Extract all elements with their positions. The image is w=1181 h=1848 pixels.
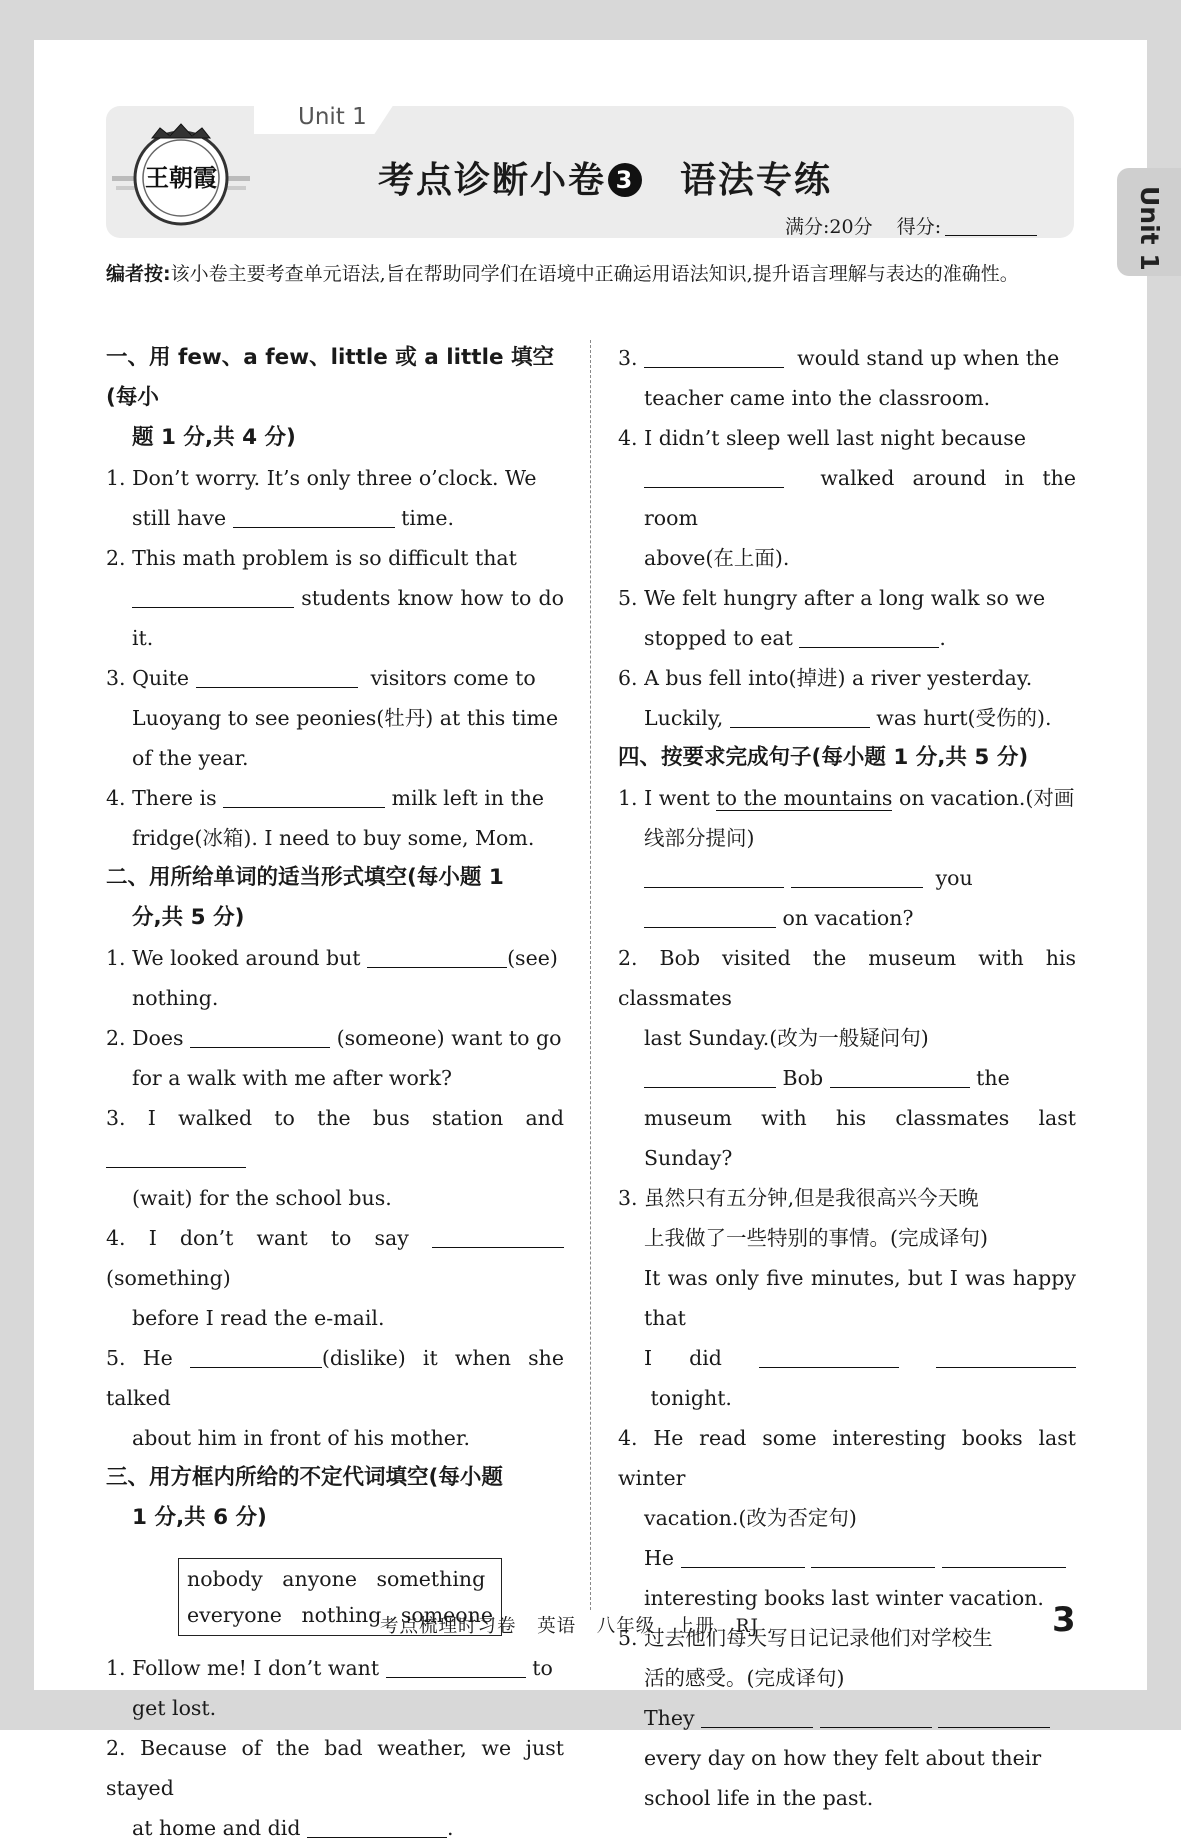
s3-question-3: 3. would stand up when the teacher came into the classroom. [618,346,1060,410]
answer-blank[interactable] [701,1705,813,1728]
answer-blank[interactable] [644,1065,776,1088]
s2-question-5: 5. He (dislike) it when she talked about him in front of his mother. [106,1346,564,1450]
title-main: 考点诊断小卷 [378,160,607,201]
side-unit-tab-label: Unit 1 [1135,186,1164,271]
s2-question-4: 4. I don’t want to say (something) before I read the e-mail. [106,1218,564,1338]
publisher-logo [112,116,250,234]
score-line [785,212,1037,239]
s3-question-5: 5. We felt hungry after a long walk so we stopped to eat . [618,586,1046,650]
page-frame-left [0,0,34,1730]
s4-question-1: 1. I went to the mountains on vacation.(对画 线部分提问) you on vacation? [618,786,1075,930]
right-column [618,338,1076,1818]
answer-blank[interactable] [190,1025,330,1048]
title-subtitle: 语法专练 [680,160,833,201]
score-blank[interactable] [945,213,1037,236]
answer-blank[interactable] [681,1545,805,1568]
page-title [378,152,832,203]
answer-blank[interactable] [938,1705,1050,1728]
editor-note-label: 编者按: [106,263,171,285]
score-label: 得分: [896,216,942,238]
editor-note [106,258,1076,290]
answer-blank[interactable] [936,1345,1076,1368]
answer-blank[interactable] [730,705,870,728]
section-2-title: 二、用所给单词的适当形式填空(每小题 1 分,共 5 分) [106,865,504,930]
s1-question-2: 2. This math problem is so difficult that students know how to do it. [106,546,564,650]
s3-question-6: 6. A bus fell into(掉进) a river yesterday. Luckily, was hurt(受伤的). [618,666,1052,730]
answer-blank[interactable] [106,1145,246,1168]
answer-blank[interactable] [644,865,784,888]
s1-question-3: 3. Quite visitors come to Luoyang to see peonies(牡丹) at this time of the year. [106,666,559,770]
s4-question-3: 3. 虽然只有五分钟,但是我很高兴今天晚 上我做了一些特别的事情。(完成译句) It was only five minutes, but I was happy that I did tonight. [618,1186,1076,1410]
answer-blank[interactable] [196,665,358,688]
answer-blank[interactable] [811,1545,935,1568]
answer-blank[interactable] [799,625,939,648]
s3-question-1: 1. Follow me! I don’t want to get lost. [106,1656,553,1720]
answer-blank[interactable] [223,785,385,808]
unit-label: Unit 1 [298,104,367,130]
page-number: 3 [1052,1600,1076,1640]
s2-question-2: 2. Does (someone) want to go for a walk with me after work? [106,1026,562,1090]
page-frame-top [0,0,1181,40]
s1-question-4: 4. There is milk left in the fridge(冰箱). I need to buy some, Mom. [106,786,545,850]
answer-blank[interactable] [644,905,776,928]
answer-blank[interactable] [644,345,784,368]
underlined-phrase: to the mountains [716,786,893,810]
side-unit-tab [1117,168,1181,276]
answer-blank[interactable] [644,465,784,488]
svg-text:王朝霞: 王朝霞 [145,163,217,192]
answer-blank[interactable] [386,1655,526,1678]
s4-question-2: 2. Bob visited the museum with his classmates last Sunday.(改为一般疑问句) Bob the museum with his classmates last Sunday? [618,946,1076,1170]
answer-blank[interactable] [759,1345,899,1368]
score-full: 满分:20分 [785,216,873,238]
answer-blank[interactable] [190,1345,322,1368]
s1-question-1: 1. Don’t worry. It’s only three o’clock. We still have time. [106,466,537,530]
s2-question-1: 1. We looked around but (see) nothing. [106,946,558,1010]
page-footer: 考点梳理时习卷 英语 八年级 上册 RJ [380,1616,759,1637]
s3-question-2: 2. Because of the bad weather, we just stayed at home and did . [106,1736,564,1840]
answer-blank[interactable] [830,1065,970,1088]
editor-note-text: 该小卷主要考查单元语法,旨在帮助同学们在语境中正确运用语法知识,提升语言理解与表达的准确性。 [170,263,1019,285]
column-divider [590,340,591,1610]
word-box-row: everyone nothing someone [187,1603,493,1627]
title-number-badge: 3 [608,163,642,197]
answer-blank[interactable] [132,585,294,608]
answer-blank[interactable] [233,505,395,528]
section-1-title: 一、用 few、a few、little 或 a little 填空(每小 题 1 分,共 4 分) [106,345,555,450]
section-3-title: 三、用方框内所给的不定代词填空(每小题 1 分,共 6 分) [106,1465,503,1530]
word-box-row: nobody anyone something [187,1567,486,1591]
answer-blank[interactable] [820,1705,932,1728]
s4-question-5: 5. 过去他们每天写日记记录他们对学校生 活的感受。(完成译句) They every day on how they felt about their school life in the past. [618,1618,1076,1818]
answer-blank[interactable] [791,865,923,888]
answer-blank[interactable] [942,1545,1066,1568]
answer-blank[interactable] [367,945,507,968]
s2-question-3: 3. I walked to the bus station and (wait) for the school bus. [106,1106,564,1210]
s3-question-4: 4. I didn’t sleep well last night because walked around in the room above(在上面). [618,426,1076,570]
section-4-title: 四、按要求完成句子(每小题 1 分,共 5 分) [618,745,1029,770]
answer-blank[interactable] [432,1225,564,1248]
s4-question-4: 4. He read some interesting books last winter vacation.(改为否定句) He interesting books last winter vacation. [618,1426,1076,1610]
answer-blank[interactable] [307,1815,447,1838]
